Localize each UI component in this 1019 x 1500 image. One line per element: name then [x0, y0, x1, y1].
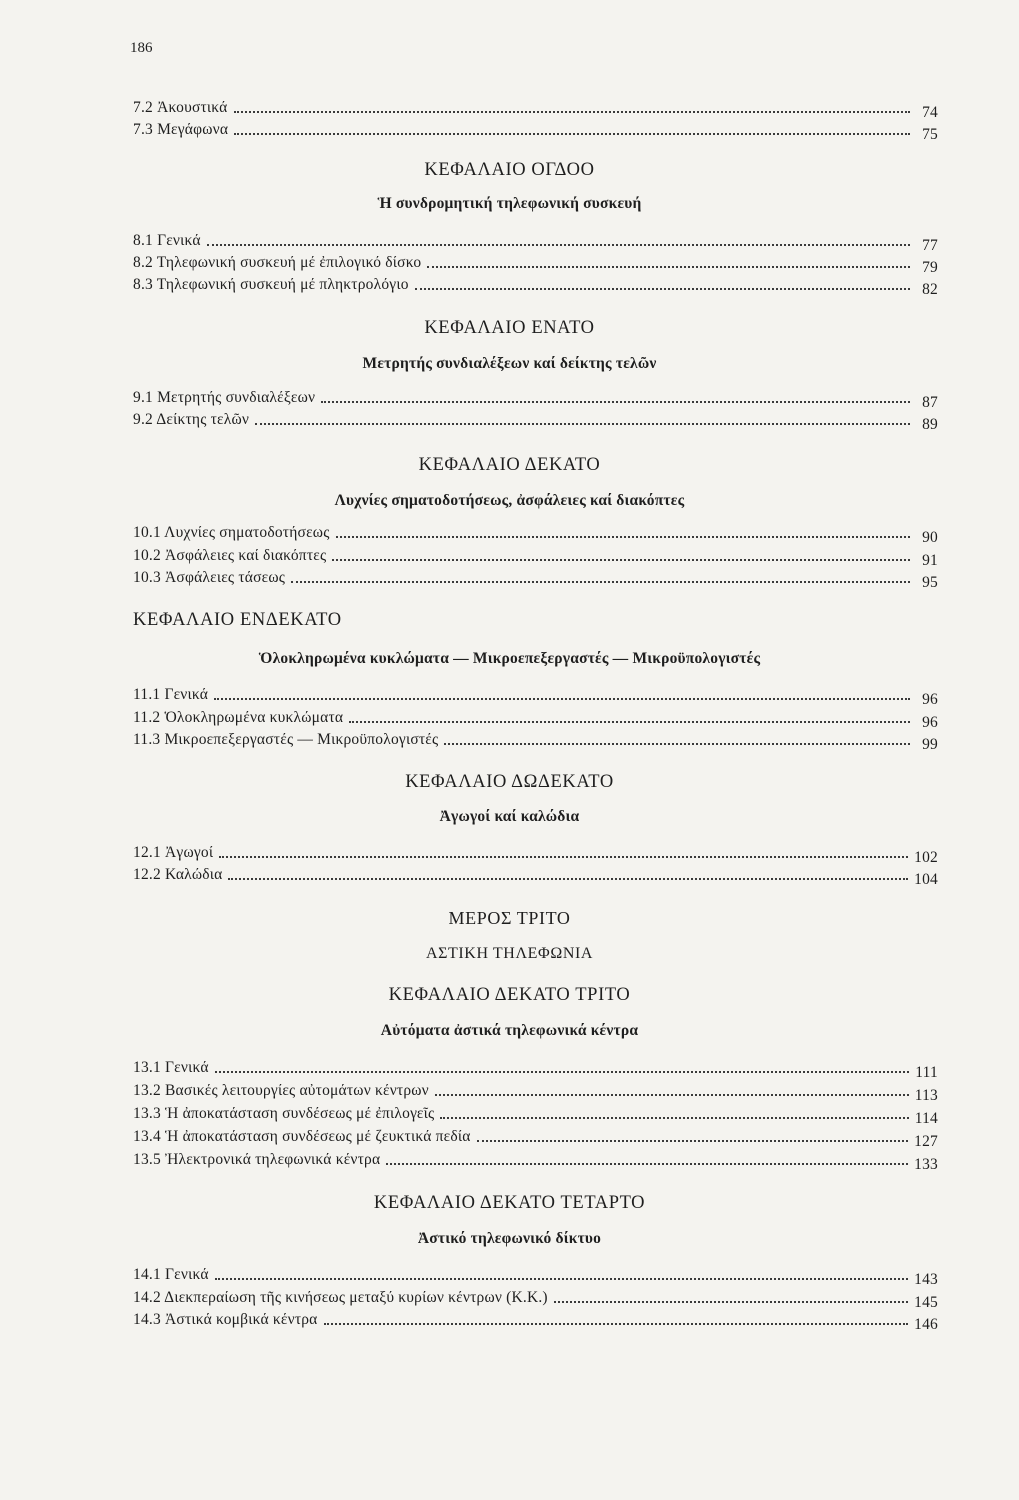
- toc-entry-13-4[interactable]: [133, 1124, 938, 1150]
- toc-entry-8-2[interactable]: [133, 250, 938, 276]
- entry-title: Ἀστικά κομβικά κέντρα: [165, 1311, 318, 1328]
- entry-page: 145: [914, 1294, 938, 1311]
- entry-title: Διεκπεραίωση τῆς κινήσεως μεταξύ κυρίων κέντρων (Κ.Κ.): [164, 1289, 548, 1306]
- entry-page: 127: [914, 1133, 938, 1150]
- entry-page: 96: [922, 691, 938, 708]
- entry-page: 146: [914, 1316, 938, 1333]
- entry-number: 13.4: [133, 1128, 161, 1145]
- toc-entry-12-1[interactable]: [133, 840, 938, 866]
- entry-title: Μικροεπεξεργαστές — Μικροϋπολογιστές: [164, 731, 439, 748]
- entry-number: 8.2: [133, 254, 153, 271]
- dot-leader: [215, 1071, 910, 1073]
- toc-entry-14-2[interactable]: [133, 1285, 938, 1311]
- chapter-heading-10: ΚΕΦΑΛΑΙΟ ΔΕΚΑΤΟ: [418, 455, 601, 475]
- entry-page: 133: [914, 1156, 938, 1173]
- chapter-heading-9: ΚΕΦΑΛΑΙΟ ΕΝΑΤΟ: [424, 318, 595, 338]
- chapter-subtitle-10: Λυχνίες σηματοδοτήσεως, ἀσφάλειες καί διακόπτες: [334, 492, 685, 509]
- entry-title: Βασικές λειτουργίες αὐτομάτων κέντρων: [165, 1082, 429, 1099]
- dot-leader: [234, 111, 911, 113]
- chapter-heading-11: ΚΕΦΑΛΑΙΟ ΕΝΔΕΚΑΤΟ: [133, 610, 342, 630]
- toc-entry-10-2[interactable]: [133, 543, 938, 569]
- entry-title: Ἀκουστικά: [157, 99, 228, 116]
- toc-entry-11-1[interactable]: [133, 682, 938, 708]
- entry-page: 87: [922, 394, 938, 411]
- entry-page: 91: [922, 552, 938, 569]
- dot-leader: [207, 244, 910, 246]
- entry-title: Ἀγωγοί: [165, 844, 214, 861]
- part-subtitle: ΑΣΤΙΚΗ ΤΗΛΕΦΩΝΙΑ: [425, 945, 594, 962]
- entry-number: 10.1: [133, 524, 161, 541]
- dot-leader: [477, 1140, 909, 1142]
- chapter-heading-14: ΚΕΦΑΛΑΙΟ ΔΕΚΑΤΟ ΤΕΤΑΡΤΟ: [373, 1193, 646, 1213]
- entry-page: 111: [915, 1064, 938, 1081]
- entry-page: 114: [914, 1110, 938, 1127]
- entry-title: Ἠλεκτρονικά τηλεφωνικά κέντρα: [165, 1151, 381, 1168]
- toc-entry-13-2[interactable]: [133, 1078, 938, 1104]
- entry-title: Τηλεφωνική συσκευή μέ πληκτρολόγιο: [156, 276, 409, 293]
- entry-number: 13.1: [133, 1059, 161, 1076]
- entry-title: Γενικά: [157, 232, 201, 249]
- dot-leader: [427, 266, 910, 268]
- entry-page: 79: [922, 259, 938, 276]
- entry-title: Ὁλοκληρωμένα κυκλώματα: [164, 709, 344, 726]
- dot-leader: [215, 1278, 908, 1280]
- entry-title: Τηλεφωνική συσκευή μέ ἐπιλογικό δίσκο: [156, 254, 422, 271]
- entry-page: 90: [922, 529, 938, 546]
- entry-title: Γενικά: [164, 686, 209, 703]
- toc-entry-10-1[interactable]: [133, 520, 938, 546]
- entry-page: 74: [922, 104, 938, 121]
- toc-entry-7-3[interactable]: [133, 117, 938, 143]
- toc-entry-9-2[interactable]: [133, 407, 938, 433]
- toc-entry-13-1[interactable]: [133, 1055, 938, 1081]
- dot-leader: [255, 423, 910, 425]
- entry-title: Μεγάφωνα: [157, 121, 229, 138]
- entry-title: Γενικά: [165, 1059, 209, 1076]
- entry-page: 104: [914, 871, 938, 888]
- dot-leader: [386, 1163, 908, 1165]
- entry-number: 14.3: [133, 1311, 161, 1328]
- entry-title: Ἀσφάλειες καί διακόπτες: [165, 547, 327, 564]
- toc-entry-8-1[interactable]: [133, 228, 938, 254]
- entry-number: 8.3: [133, 276, 153, 293]
- dot-leader: [435, 1094, 909, 1096]
- entry-page: 95: [922, 574, 938, 591]
- entry-title: Ἀσφάλειες τάσεως: [165, 569, 286, 586]
- dot-leader: [321, 401, 910, 403]
- toc-entry-14-1[interactable]: [133, 1262, 938, 1288]
- entry-title: Μετρητής συνδιαλέξεων: [157, 389, 316, 406]
- entry-page: 77: [922, 237, 938, 254]
- entry-number: 14.1: [133, 1266, 161, 1283]
- entry-page: 75: [922, 126, 938, 143]
- toc-entry-11-2[interactable]: [133, 705, 938, 731]
- toc-entry-8-3[interactable]: [133, 272, 938, 298]
- toc-entry-7-2[interactable]: [133, 95, 938, 121]
- entry-title: Λυχνίες σηματοδοτήσεως: [164, 524, 330, 541]
- dot-leader: [444, 743, 910, 745]
- part-heading: ΜΕΡΟΣ ΤΡΙΤΟ: [448, 908, 571, 928]
- toc-entry-10-3[interactable]: [133, 565, 938, 591]
- entry-title: Ἡ ἀποκατάσταση συνδέσεως μέ ἐπιλογεῖς: [165, 1105, 435, 1122]
- dot-leader: [214, 698, 910, 700]
- dot-leader: [219, 856, 908, 858]
- chapter-subtitle-13: Αὐτόματα ἀστικά τηλεφωνικά κέντρα: [380, 1022, 639, 1039]
- entry-number: 13.5: [133, 1151, 161, 1168]
- chapter-subtitle-9: Μετρητής συνδιαλέξεων καί δείκτης τελῶν: [362, 355, 657, 372]
- chapter-heading-8: ΚΕΦΑΛΑΙΟ ΟΓΔΟΟ: [424, 160, 595, 180]
- entry-number: 13.2: [133, 1082, 161, 1099]
- entry-number: 12.2: [133, 866, 161, 883]
- entry-number: 11.1: [133, 686, 161, 703]
- entry-number: 9.2: [133, 411, 153, 428]
- entry-title: Ἡ ἀποκατάσταση συνδέσεως μέ ζευκτικά πεδία: [165, 1128, 471, 1145]
- page-number: 186: [130, 40, 153, 56]
- toc-entry-13-3[interactable]: [133, 1101, 938, 1127]
- toc-entry-11-3[interactable]: [133, 727, 938, 753]
- chapter-subtitle-8: Ἡ συνδρομητική τηλεφωνική συσκευή: [377, 195, 642, 212]
- dot-leader: [228, 878, 908, 880]
- dot-leader: [291, 581, 910, 583]
- dot-leader: [324, 1323, 909, 1325]
- toc-entry-9-1[interactable]: [133, 385, 938, 411]
- entry-page: 82: [922, 281, 938, 298]
- dot-leader: [336, 536, 910, 538]
- entry-number: 13.3: [133, 1105, 161, 1122]
- entry-title: Γενικά: [165, 1266, 209, 1283]
- dot-leader: [234, 133, 910, 135]
- dot-leader: [554, 1301, 908, 1303]
- entry-page: 96: [922, 714, 938, 731]
- entry-page: 113: [914, 1087, 938, 1104]
- entry-number: 11.3: [133, 731, 161, 748]
- entry-number: 9.1: [133, 389, 153, 406]
- dot-leader: [349, 721, 910, 723]
- entry-page: 143: [914, 1271, 938, 1288]
- entry-number: 7.2: [133, 99, 153, 116]
- chapter-heading-12: ΚΕΦΑΛΑΙΟ ΔΩΔΕΚΑΤΟ: [405, 772, 614, 792]
- entry-title: Καλώδια: [165, 866, 223, 883]
- entry-number: 12.1: [133, 844, 161, 861]
- dot-leader: [332, 559, 910, 561]
- entry-title: Δείκτης τελῶν: [156, 411, 250, 428]
- toc-entry-14-3[interactable]: [133, 1307, 938, 1333]
- entry-page: 102: [914, 849, 938, 866]
- entry-number: 14.2: [133, 1289, 161, 1306]
- chapter-subtitle-12: Ἀγωγοί καί καλώδια: [439, 808, 580, 825]
- dot-leader: [415, 288, 910, 290]
- entry-number: 8.1: [133, 232, 153, 249]
- toc-entry-13-5[interactable]: [133, 1147, 938, 1173]
- chapter-heading-13: ΚΕΦΑΛΑΙΟ ΔΕΚΑΤΟ ΤΡΙΤΟ: [388, 985, 631, 1005]
- dot-leader: [440, 1117, 908, 1119]
- entry-number: 11.2: [133, 709, 161, 726]
- chapter-subtitle-14: Ἀστικό τηλεφωνικό δίκτυο: [417, 1230, 602, 1247]
- entry-number: 10.3: [133, 569, 161, 586]
- entry-page: 99: [922, 736, 938, 753]
- entry-number: 10.2: [133, 547, 161, 564]
- entry-page: 89: [922, 416, 938, 433]
- toc-entry-12-2[interactable]: [133, 862, 938, 888]
- entry-number: 7.3: [133, 121, 153, 138]
- chapter-subtitle-11: Ὁλοκληρωμένα κυκλώματα — Μικροεπεξεργαστές — Μικροϋπολογιστές: [258, 650, 761, 667]
